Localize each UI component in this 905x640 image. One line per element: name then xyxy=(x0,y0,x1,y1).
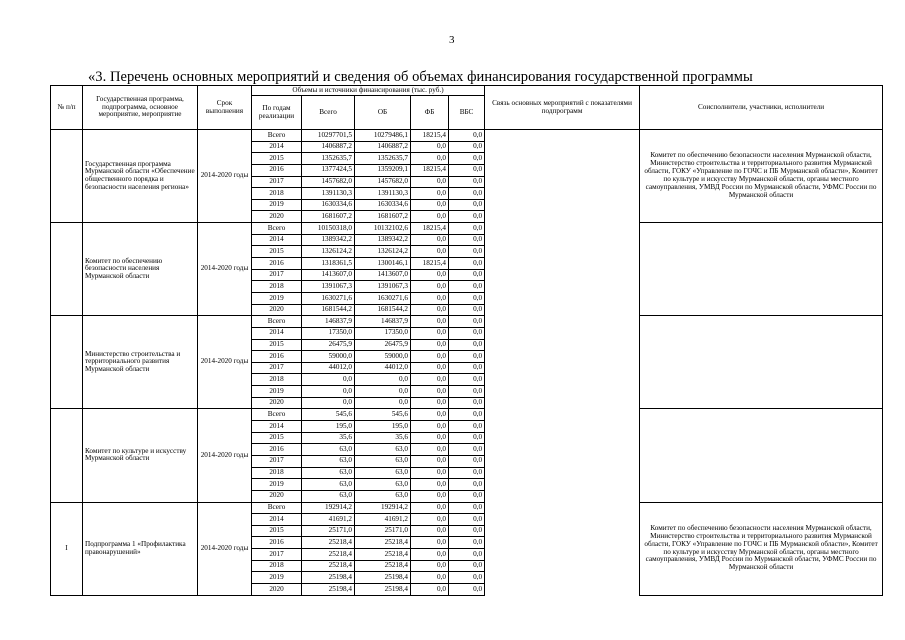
vbs-cell: 0,0 xyxy=(449,502,485,514)
total-cell: 35,6 xyxy=(302,432,355,444)
fb-cell: 0,0 xyxy=(411,583,449,595)
total-cell: 63,0 xyxy=(302,467,355,479)
executors-cell xyxy=(640,409,883,502)
ob-cell: 59000,0 xyxy=(355,351,411,363)
year-cell: 2018 xyxy=(252,560,302,572)
ob-cell: 0,0 xyxy=(355,397,411,409)
header-num: № п/п xyxy=(51,86,83,130)
fb-cell: 0,0 xyxy=(411,409,449,421)
total-cell: 1681544,2 xyxy=(302,304,355,316)
row-number xyxy=(51,409,83,502)
ob-cell: 25198,4 xyxy=(355,583,411,595)
fb-cell: 0,0 xyxy=(411,397,449,409)
table-row xyxy=(51,316,883,328)
year-cell: 2017 xyxy=(252,455,302,467)
header-row-1 xyxy=(51,86,883,96)
year-cell: 2017 xyxy=(252,176,302,188)
vbs-cell: 0,0 xyxy=(449,234,485,246)
year-cell: 2016 xyxy=(252,164,302,176)
fb-cell: 0,0 xyxy=(411,560,449,572)
fb-cell: 0,0 xyxy=(411,374,449,386)
fb-cell: 0,0 xyxy=(411,188,449,200)
header-ob: ОБ xyxy=(355,96,411,130)
fb-cell: 0,0 xyxy=(411,176,449,188)
vbs-cell: 0,0 xyxy=(449,327,485,339)
fb-cell: 0,0 xyxy=(411,432,449,444)
total-cell: 195,0 xyxy=(302,421,355,433)
total-cell: 63,0 xyxy=(302,490,355,502)
year-cell: 2017 xyxy=(252,269,302,281)
year-cell: 2015 xyxy=(252,339,302,351)
ob-cell: 25218,4 xyxy=(355,549,411,561)
vbs-cell: 0,0 xyxy=(449,572,485,584)
vbs-cell: 0,0 xyxy=(449,397,485,409)
total-cell: 0,0 xyxy=(302,386,355,398)
vbs-cell: 0,0 xyxy=(449,409,485,421)
fb-cell: 0,0 xyxy=(411,525,449,537)
vbs-cell: 0,0 xyxy=(449,455,485,467)
total-cell: 44012,0 xyxy=(302,362,355,374)
vbs-cell: 0,0 xyxy=(449,467,485,479)
term-cell: 2014-2020 годы xyxy=(198,409,252,502)
year-cell: 2019 xyxy=(252,572,302,584)
total-cell: 17350,0 xyxy=(302,327,355,339)
header-funding: Объемы и источники финансирования (тыс. руб.) xyxy=(252,86,485,96)
vbs-cell: 0,0 xyxy=(449,246,485,258)
header-term: Срок выполнения xyxy=(198,86,252,130)
vbs-cell: 0,0 xyxy=(449,223,485,235)
total-cell: 1389342,2 xyxy=(302,234,355,246)
vbs-cell: 0,0 xyxy=(449,304,485,316)
total-cell: 41691,2 xyxy=(302,514,355,526)
total-cell: 0,0 xyxy=(302,374,355,386)
fb-cell: 0,0 xyxy=(411,386,449,398)
year-cell: 2018 xyxy=(252,281,302,293)
table-row xyxy=(51,223,883,235)
year-cell: 2015 xyxy=(252,432,302,444)
fb-cell: 0,0 xyxy=(411,339,449,351)
year-cell: 2020 xyxy=(252,211,302,223)
year-cell: 2014 xyxy=(252,514,302,526)
year-cell: Всего xyxy=(252,409,302,421)
year-cell: 2014 xyxy=(252,234,302,246)
year-cell: 2020 xyxy=(252,304,302,316)
vbs-cell: 0,0 xyxy=(449,164,485,176)
fb-cell: 0,0 xyxy=(411,234,449,246)
vbs-cell: 0,0 xyxy=(449,374,485,386)
vbs-cell: 0,0 xyxy=(449,188,485,200)
financing-table xyxy=(50,85,883,596)
year-cell: 2014 xyxy=(252,141,302,153)
total-cell: 10150318,0 xyxy=(302,223,355,235)
total-cell: 1457682,0 xyxy=(302,176,355,188)
ob-cell: 1406887,2 xyxy=(355,141,411,153)
total-cell: 1413607,0 xyxy=(302,269,355,281)
ob-cell: 63,0 xyxy=(355,444,411,456)
fb-cell: 0,0 xyxy=(411,444,449,456)
vbs-cell: 0,0 xyxy=(449,583,485,595)
vbs-cell: 0,0 xyxy=(449,432,485,444)
term-cell: 2014-2020 годы xyxy=(198,223,252,316)
ob-cell: 17350,0 xyxy=(355,327,411,339)
fb-cell: 0,0 xyxy=(411,421,449,433)
fb-cell: 0,0 xyxy=(411,304,449,316)
vbs-cell: 0,0 xyxy=(449,549,485,561)
executors-cell: Комитет по обеспечению безопасности населения Мурманской области, Министерство строительства и территориального развития Мурманской области, ГОКУ «Управление по ГОЧС и ПБ Мурманской области», Комитет по культуре и искусству Мурманской области, органы местного самоуправления, УМВД России по Мурманской области, УФМС России по Мурманской области xyxy=(640,130,883,223)
year-cell: 2019 xyxy=(252,386,302,398)
fb-cell: 0,0 xyxy=(411,490,449,502)
total-cell: 1377424,5 xyxy=(302,164,355,176)
vbs-cell: 0,0 xyxy=(449,339,485,351)
vbs-cell: 0,0 xyxy=(449,421,485,433)
ob-cell: 146837,9 xyxy=(355,316,411,328)
fb-cell: 0,0 xyxy=(411,479,449,491)
link-cell xyxy=(485,223,640,316)
fb-cell: 0,0 xyxy=(411,502,449,514)
executors-cell xyxy=(640,223,883,316)
total-cell: 59000,0 xyxy=(302,351,355,363)
link-cell xyxy=(485,502,640,595)
fb-cell: 0,0 xyxy=(411,327,449,339)
header-program: Государственная программа, подпрограмма, основное мероприятие, мероприятие xyxy=(83,86,198,130)
fb-cell: 0,0 xyxy=(411,153,449,165)
vbs-cell: 0,0 xyxy=(449,479,485,491)
total-cell: 26475,9 xyxy=(302,339,355,351)
program-name: Подпрограмма 1 «Профилактика правонарушений» xyxy=(83,502,198,595)
ob-cell: 1391067,3 xyxy=(355,281,411,293)
page-title: «3. Перечень основных мероприятий и сведения об объемах финансирования государственной программы xyxy=(88,69,753,85)
ob-cell: 25218,4 xyxy=(355,560,411,572)
executors-cell xyxy=(640,316,883,409)
year-cell: 2015 xyxy=(252,525,302,537)
ob-cell: 1359209,1 xyxy=(355,164,411,176)
total-cell: 10297701,5 xyxy=(302,130,355,142)
total-cell: 146837,9 xyxy=(302,316,355,328)
year-cell: 2016 xyxy=(252,537,302,549)
year-cell: Всего xyxy=(252,502,302,514)
year-cell: 2017 xyxy=(252,549,302,561)
ob-cell: 0,0 xyxy=(355,374,411,386)
ob-cell: 63,0 xyxy=(355,455,411,467)
total-cell: 25198,4 xyxy=(302,572,355,584)
link-cell xyxy=(485,316,640,409)
total-cell: 1352635,7 xyxy=(302,153,355,165)
ob-cell: 63,0 xyxy=(355,479,411,491)
ob-cell: 1389342,2 xyxy=(355,234,411,246)
fb-cell: 0,0 xyxy=(411,199,449,211)
year-cell: 2014 xyxy=(252,327,302,339)
ob-cell: 1457682,0 xyxy=(355,176,411,188)
header-fb: ФБ xyxy=(411,96,449,130)
vbs-cell: 0,0 xyxy=(449,130,485,142)
fb-cell: 18215,4 xyxy=(411,258,449,270)
ob-cell: 26475,9 xyxy=(355,339,411,351)
ob-cell: 10279486,1 xyxy=(355,130,411,142)
total-cell: 25171,0 xyxy=(302,525,355,537)
total-cell: 192914,2 xyxy=(302,502,355,514)
total-cell: 25218,4 xyxy=(302,560,355,572)
vbs-cell: 0,0 xyxy=(449,258,485,270)
fb-cell: 0,0 xyxy=(411,211,449,223)
ob-cell: 1352635,7 xyxy=(355,153,411,165)
vbs-cell: 0,0 xyxy=(449,199,485,211)
header-total: Всего xyxy=(302,96,355,130)
ob-cell: 1681607,2 xyxy=(355,211,411,223)
fb-cell: 0,0 xyxy=(411,292,449,304)
ob-cell: 1300146,1 xyxy=(355,258,411,270)
fb-cell: 0,0 xyxy=(411,572,449,584)
vbs-cell: 0,0 xyxy=(449,444,485,456)
vbs-cell: 0,0 xyxy=(449,141,485,153)
vbs-cell: 0,0 xyxy=(449,514,485,526)
vbs-cell: 0,0 xyxy=(449,537,485,549)
year-cell: 2019 xyxy=(252,479,302,491)
term-cell: 2014-2020 годы xyxy=(198,316,252,409)
header-by-years: По годам реализации xyxy=(252,96,302,130)
executors-cell: Комитет по обеспечению безопасности населения Мурманской области, Министерство строительства и территориального развития Мурманской области, ГОКУ «Управление по ГОЧС и ПБ Мурманской области», Комитет по культуре и искусству Мурманской области, органы местного самоуправления, УМВД России по Мурманской области, УФМС России по Мурманской области xyxy=(640,502,883,595)
fb-cell: 0,0 xyxy=(411,351,449,363)
program-name: Комитет по обеспечению безопасности населения Мурманской области xyxy=(83,223,198,316)
header-executors: Соисполнители, участники, исполнители xyxy=(640,86,883,130)
year-cell: 2015 xyxy=(252,153,302,165)
total-cell: 1326124,2 xyxy=(302,246,355,258)
fb-cell: 18215,4 xyxy=(411,130,449,142)
year-cell: 2018 xyxy=(252,467,302,479)
table-row xyxy=(51,130,883,142)
fb-cell: 0,0 xyxy=(411,467,449,479)
year-cell: 2018 xyxy=(252,188,302,200)
ob-cell: 192914,2 xyxy=(355,502,411,514)
year-cell: 2016 xyxy=(252,351,302,363)
total-cell: 1681607,2 xyxy=(302,211,355,223)
total-cell: 25218,4 xyxy=(302,549,355,561)
fb-cell: 0,0 xyxy=(411,141,449,153)
row-number: I xyxy=(51,502,83,595)
total-cell: 545,6 xyxy=(302,409,355,421)
vbs-cell: 0,0 xyxy=(449,211,485,223)
total-cell: 1406887,2 xyxy=(302,141,355,153)
fb-cell: 0,0 xyxy=(411,316,449,328)
vbs-cell: 0,0 xyxy=(449,362,485,374)
ob-cell: 63,0 xyxy=(355,490,411,502)
fb-cell: 0,0 xyxy=(411,269,449,281)
row-number xyxy=(51,130,83,223)
year-cell: 2020 xyxy=(252,583,302,595)
year-cell: Всего xyxy=(252,223,302,235)
ob-cell: 1326124,2 xyxy=(355,246,411,258)
vbs-cell: 0,0 xyxy=(449,560,485,572)
total-cell: 63,0 xyxy=(302,455,355,467)
vbs-cell: 0,0 xyxy=(449,176,485,188)
vbs-cell: 0,0 xyxy=(449,269,485,281)
vbs-cell: 0,0 xyxy=(449,316,485,328)
ob-cell: 1681544,2 xyxy=(355,304,411,316)
ob-cell: 41691,2 xyxy=(355,514,411,526)
ob-cell: 1630271,6 xyxy=(355,292,411,304)
program-name: Государственная программа Мурманской области «Обеспечение общественного порядка и безопасности населения региона» xyxy=(83,130,198,223)
fb-cell: 0,0 xyxy=(411,537,449,549)
fb-cell: 18215,4 xyxy=(411,164,449,176)
program-name: Комитет по культуре и искусству Мурманской области xyxy=(83,409,198,502)
year-cell: 2016 xyxy=(252,258,302,270)
fb-cell: 0,0 xyxy=(411,281,449,293)
header-vbs: ВБС xyxy=(449,96,485,130)
ob-cell: 44012,0 xyxy=(355,362,411,374)
row-number xyxy=(51,223,83,316)
row-number xyxy=(51,316,83,409)
table-row xyxy=(51,409,883,421)
total-cell: 1391130,3 xyxy=(302,188,355,200)
total-cell: 1630271,6 xyxy=(302,292,355,304)
total-cell: 1630334,6 xyxy=(302,199,355,211)
total-cell: 1391067,3 xyxy=(302,281,355,293)
total-cell: 0,0 xyxy=(302,397,355,409)
total-cell: 25198,4 xyxy=(302,583,355,595)
ob-cell: 545,6 xyxy=(355,409,411,421)
fb-cell: 0,0 xyxy=(411,455,449,467)
ob-cell: 195,0 xyxy=(355,421,411,433)
ob-cell: 10132102,6 xyxy=(355,223,411,235)
year-cell: 2018 xyxy=(252,374,302,386)
vbs-cell: 0,0 xyxy=(449,490,485,502)
ob-cell: 1413607,0 xyxy=(355,269,411,281)
ob-cell: 1391130,3 xyxy=(355,188,411,200)
fb-cell: 18215,4 xyxy=(411,223,449,235)
year-cell: 2015 xyxy=(252,246,302,258)
vbs-cell: 0,0 xyxy=(449,351,485,363)
ob-cell: 35,6 xyxy=(355,432,411,444)
total-cell: 63,0 xyxy=(302,479,355,491)
year-cell: Всего xyxy=(252,130,302,142)
term-cell: 2014-2020 годы xyxy=(198,130,252,223)
link-cell xyxy=(485,409,640,502)
year-cell: 2016 xyxy=(252,444,302,456)
year-cell: 2020 xyxy=(252,397,302,409)
vbs-cell: 0,0 xyxy=(449,386,485,398)
total-cell: 1318361,5 xyxy=(302,258,355,270)
total-cell: 25218,4 xyxy=(302,537,355,549)
year-cell: 2019 xyxy=(252,199,302,211)
vbs-cell: 0,0 xyxy=(449,281,485,293)
ob-cell: 25198,4 xyxy=(355,572,411,584)
header-link: Связь основных мероприятий с показателями подпрограмм xyxy=(485,86,640,130)
page-number: 3 xyxy=(449,34,455,46)
ob-cell: 25171,0 xyxy=(355,525,411,537)
ob-cell: 25218,4 xyxy=(355,537,411,549)
table-body xyxy=(51,130,883,596)
vbs-cell: 0,0 xyxy=(449,292,485,304)
fb-cell: 0,0 xyxy=(411,246,449,258)
program-name: Министерство строительства и территориального развития Мурманской области xyxy=(83,316,198,409)
year-cell: 2020 xyxy=(252,490,302,502)
year-cell: 2017 xyxy=(252,362,302,374)
year-cell: 2014 xyxy=(252,421,302,433)
link-cell xyxy=(485,130,640,223)
ob-cell: 63,0 xyxy=(355,467,411,479)
vbs-cell: 0,0 xyxy=(449,525,485,537)
fb-cell: 0,0 xyxy=(411,362,449,374)
fb-cell: 0,0 xyxy=(411,549,449,561)
vbs-cell: 0,0 xyxy=(449,153,485,165)
total-cell: 63,0 xyxy=(302,444,355,456)
ob-cell: 1630334,6 xyxy=(355,199,411,211)
term-cell: 2014-2020 годы xyxy=(198,502,252,595)
year-cell: Всего xyxy=(252,316,302,328)
ob-cell: 0,0 xyxy=(355,386,411,398)
fb-cell: 0,0 xyxy=(411,514,449,526)
table-row xyxy=(51,502,883,514)
year-cell: 2019 xyxy=(252,292,302,304)
